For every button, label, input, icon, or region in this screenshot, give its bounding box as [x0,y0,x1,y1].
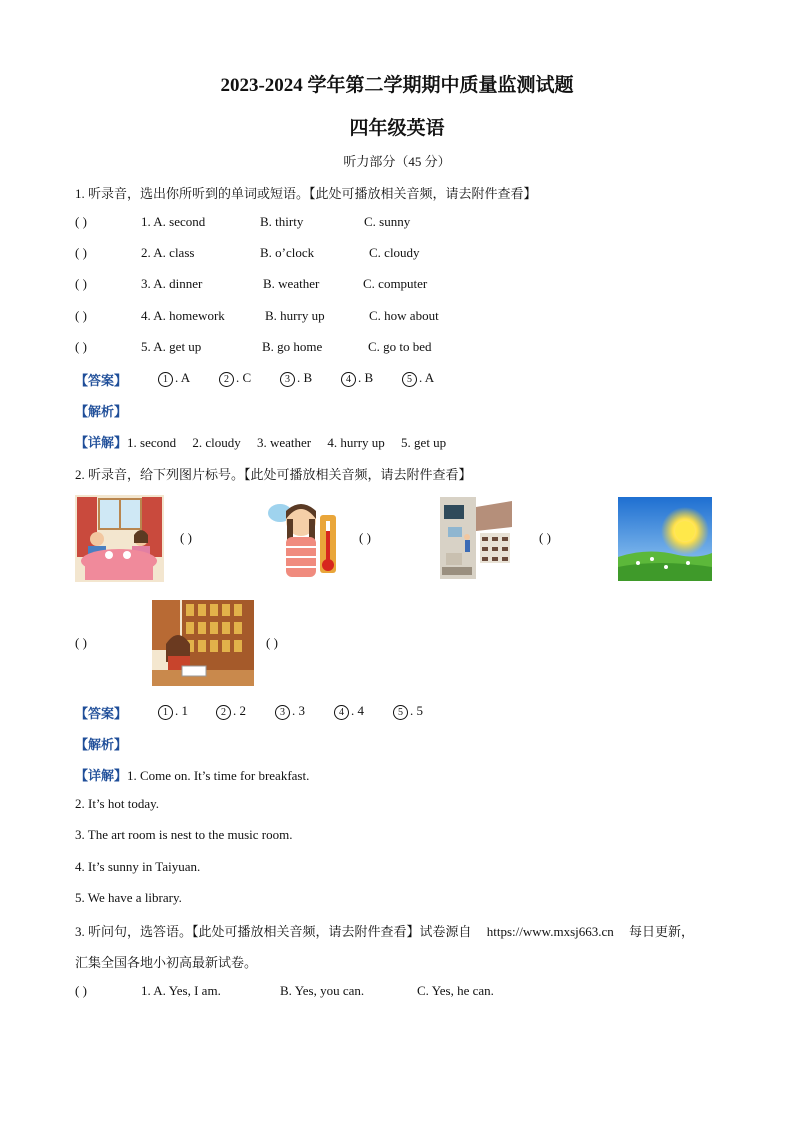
analysis-label: 【解析】 [75,737,128,752]
answer-item: 3 . 3 [275,703,305,720]
option-c: C. how about [369,308,439,323]
option-c: C. computer [363,276,428,291]
option-b: B. o’clock [260,245,315,260]
answer-item: 3 . B [280,370,312,387]
option-c: C. cloudy [369,245,420,260]
q2-detail-4: 4. It’s sunny in Taiyuan. [75,859,201,874]
circled-number: 2 [219,372,234,387]
answer-item: 1 . A [158,370,190,387]
q3-prompt-line2: 汇集全国各地小初高最新试卷。 [75,955,258,970]
option-b: B. go home [262,339,323,354]
answer-blank[interactable]: ( ) [75,635,87,650]
answer-item: 1 . 1 [158,703,188,720]
circled-number: 4 [341,372,356,387]
answer-blank[interactable]: ( ) [266,635,278,650]
answer-blank[interactable]: ( ) [180,530,192,545]
option-a: 2. A. class [141,245,195,260]
answer-blank[interactable]: ( ) [75,339,87,354]
breakfast-table-picture [75,495,164,582]
circled-number: 4 [334,705,349,720]
q2-prompt: 2. 听录音，给下列图片标号。【此处可播放相关音频，请去附件查看】 [75,467,472,482]
option-a: 1. A. Yes, I am. [141,983,221,998]
exam-subtitle: 四年级英语 [349,118,445,139]
circled-number: 1 [158,372,173,387]
q2-detail-5: 5. We have a library. [75,890,182,905]
option-b: B. hurry up [265,308,325,323]
hot-girl-thermometer-picture [266,497,350,581]
answer-item: 2 . 2 [216,703,246,720]
option-a: 5. A. get up [141,339,202,354]
source-link[interactable]: https://www.mxsj663.cn [486,924,614,939]
answer-blank[interactable]: ( ) [75,245,87,260]
option-a: 3. A. dinner [141,276,203,291]
option-c: C. sunny [364,214,411,229]
option-a: 4. A. homework [141,308,225,323]
answer-label: 【答案】 [75,706,128,721]
answer-label: 【答案】 [75,373,128,388]
answer-blank[interactable]: ( ) [75,308,87,323]
option-a: 1. A. second [141,214,206,229]
q3-prompt: 3. 听问句，选答语。【此处可播放相关音频，请去附件查看】试卷源自 https://www.mxsj663.cn 每日更新， [75,924,695,939]
answer-blank[interactable]: ( ) [359,530,371,545]
q1-detail: 【详解】1. second 2. cloudy 3. weather 4. hurry up 5. get up [75,435,447,450]
analysis-label: 【解析】 [75,404,128,419]
option-c: C. go to bed [368,339,432,354]
q2-detail-3: 3. The art room is nest to the music room. [75,827,293,842]
art-music-room-picture [440,497,512,579]
option-c: C. Yes, he can. [417,983,494,998]
sunny-meadow-picture [618,497,712,581]
q1-prompt: 1. 听录音，选出你所听到的单词或短语。【此处可播放相关音频，请去附件查看】 [75,186,537,201]
option-b: B. weather [263,276,320,291]
q2-detail-2: 2. It’s hot today. [75,796,160,811]
option-b: B. Yes, you can. [280,983,365,998]
answer-item: 2 . C [219,370,251,387]
circled-number: 1 [158,705,173,720]
answer-item: 4 . B [341,370,373,387]
option-b: B. thirty [260,214,304,229]
circled-number: 5 [402,372,417,387]
exam-title: 2023-2024 学年第二学期期中质量监测试题 [220,75,574,96]
answer-item: 5 . 5 [393,703,423,720]
library-girl-picture [152,600,254,686]
section-heading: 听力部分（45 分） [343,154,451,169]
answer-blank[interactable]: ( ) [75,214,87,229]
answer-blank[interactable]: ( ) [539,530,551,545]
circled-number: 2 [216,705,231,720]
answer-blank[interactable]: ( ) [75,276,87,291]
circled-number: 3 [275,705,290,720]
circled-number: 5 [393,705,408,720]
answer-blank[interactable]: ( ) [75,983,87,998]
answer-item: 5 . A [402,370,434,387]
circled-number: 3 [280,372,295,387]
q2-detail-1: 【详解】1. Come on. It’s time for breakfast. [75,768,310,783]
answer-item: 4 . 4 [334,703,364,720]
